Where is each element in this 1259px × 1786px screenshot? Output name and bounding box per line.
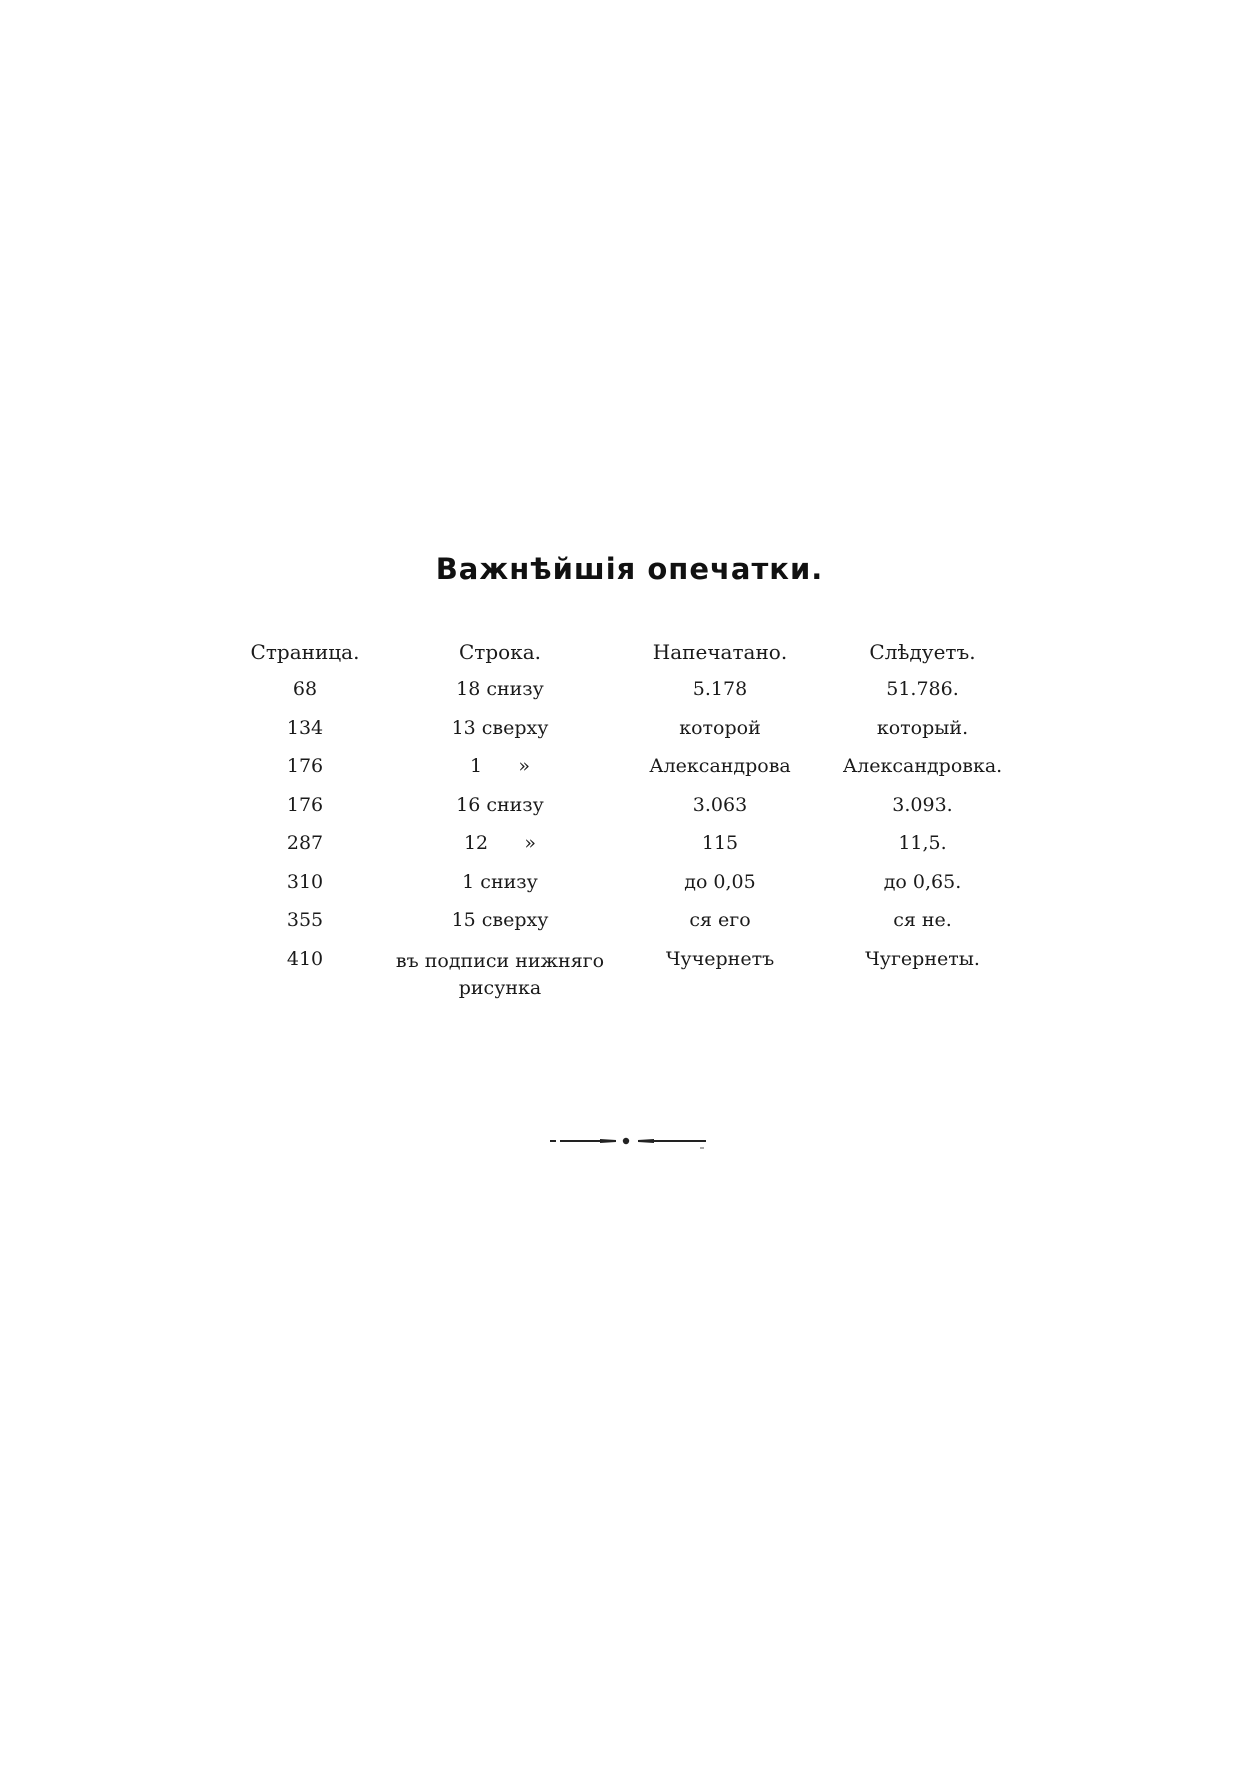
table-row [0,832,1259,871]
cell-printed: до 0,05 [684,870,756,893]
cell-line: 18 снизу [456,678,544,700]
cell-should: 51.786. [886,678,959,700]
cell-should: 11,5. [898,832,947,854]
cell-printed: 5.178 [692,678,748,700]
column-header-should: Слѣдуетъ. [869,640,976,664]
table-header-row [0,640,1259,678]
cell-should: ся не. [893,909,952,931]
cell-page: 134 [286,716,324,739]
cell-printed: 115 [701,832,739,854]
cell-line: 13 сверху [451,716,549,739]
table-row [0,717,1259,756]
cell-line: 1 » [470,755,530,777]
ornament-divider-icon [548,1132,714,1150]
cell-should: до 0,65. [883,870,962,893]
table-row [0,755,1259,794]
cell-page: 310 [286,870,324,893]
table-row [0,909,1259,948]
cell-page: 287 [286,832,324,854]
cell-page: 355 [286,909,324,931]
cell-printed: Александрова [649,755,791,777]
table-row [0,871,1259,910]
cell-printed: Чучернетъ [665,947,775,970]
cell-line: 16 снизу [456,793,544,816]
cell-printed: 3.063 [692,793,748,816]
column-header-page: Страница. [250,640,360,664]
cell-line: 15 сверху [451,909,549,931]
cell-line: 1 снизу [462,870,538,893]
table-row [0,678,1259,717]
cell-should: Александровка. [842,755,1003,777]
cell-line [380,948,620,1002]
errata-table [0,640,1259,1008]
cell-page: 410 [286,947,324,970]
table-row [0,948,1259,1008]
cell-printed: ся его [689,909,751,931]
cell-line-continuation: рисунка [458,976,542,999]
column-header-printed: Напечатано. [652,640,788,664]
cell-page: 176 [286,755,324,777]
cell-page: 176 [286,793,324,816]
page-title: Важнѣйшія опечатки. [435,552,824,586]
cell-should: который. [876,716,969,739]
cell-should: 3.093. [892,793,953,816]
cell-page: 68 [292,678,318,700]
column-header-line: Строка. [459,640,541,664]
cell-line: 12 » [463,832,537,854]
cell-printed: которой [679,716,761,739]
table-row [0,794,1259,833]
cell-line-first: въ подписи нижняго [395,949,605,972]
cell-should: Чугернеты. [865,947,980,970]
